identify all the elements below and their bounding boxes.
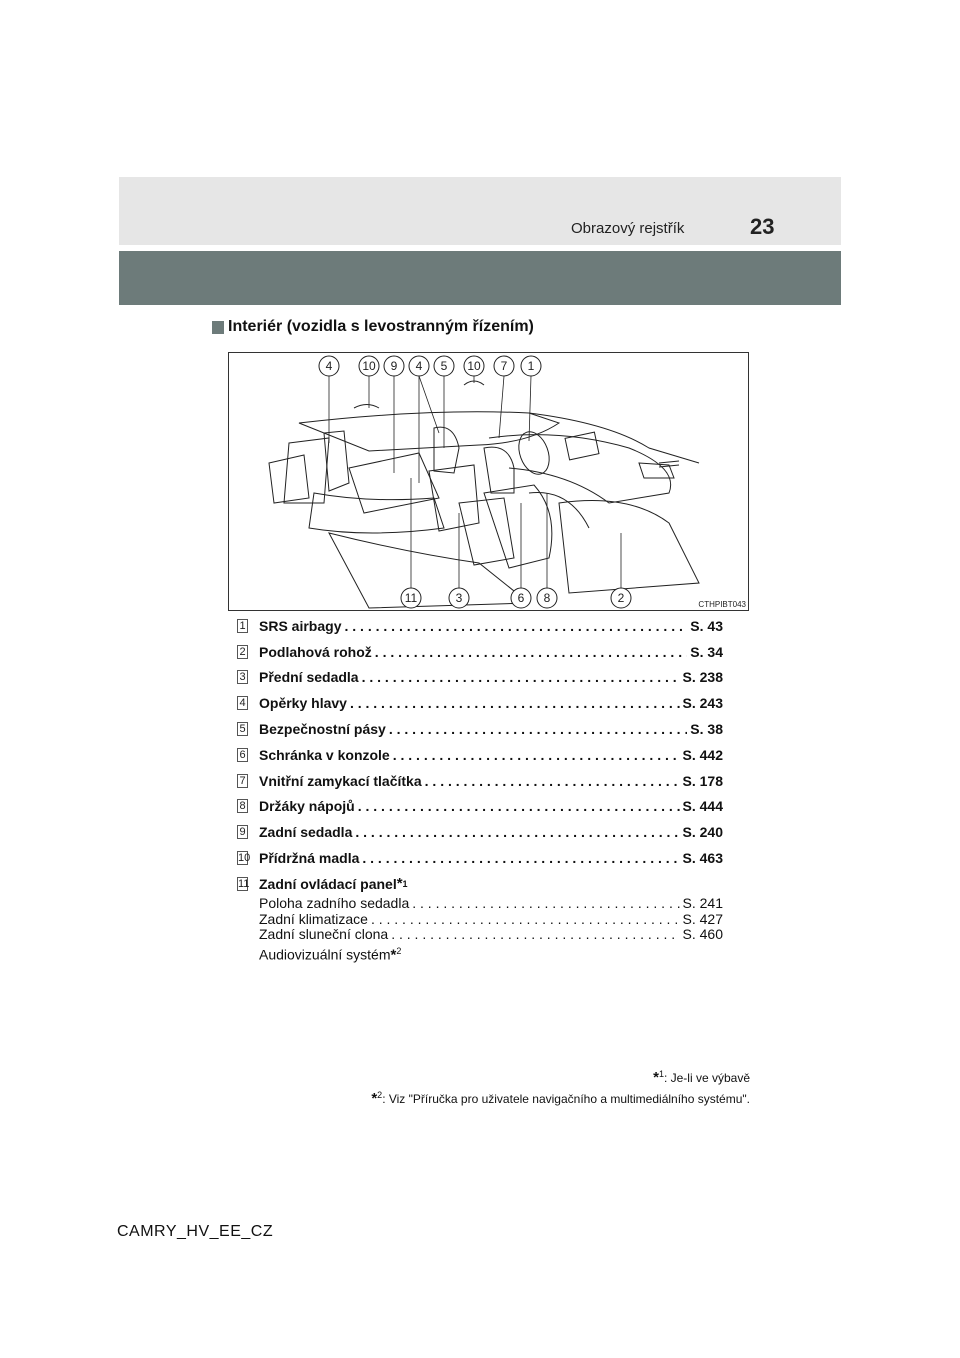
- section-label: Obrazový rejstřík: [571, 220, 685, 237]
- legend-number-box: 1: [237, 619, 248, 633]
- document-id: CAMRY_HV_EE_CZ: [117, 1223, 274, 1240]
- legend-label: Schránka v konzole: [259, 746, 390, 763]
- dot-leader: [375, 644, 688, 660]
- footnote-2-text: : Viz "Příručka pro uživatele navigačního a multimediálního systému".: [382, 1092, 750, 1106]
- callout-circle: [359, 356, 379, 376]
- legend-number-box: 3: [237, 670, 248, 684]
- footnote-1-text: : Je-li ve výbavě: [663, 1071, 750, 1085]
- sub-item-label: Zadní sluneční clona: [259, 926, 389, 942]
- legend-page-ref: S. 463: [682, 850, 723, 867]
- dot-leader: [362, 669, 680, 685]
- dot-leader: [391, 927, 679, 943]
- interior-illustration: [228, 352, 749, 611]
- header-top-band: [119, 177, 841, 245]
- dot-leader: [425, 773, 680, 789]
- legend-page-ref: S. 178: [682, 772, 723, 789]
- svg-text:8: 8: [543, 591, 551, 605]
- sub-item-row: [259, 927, 723, 943]
- footnote-star-icon: *: [390, 946, 397, 964]
- sub-item-last: [259, 946, 723, 964]
- legend-row: [237, 716, 723, 742]
- legend-row: [237, 742, 723, 768]
- sub-item-page-ref: S. 241: [682, 895, 723, 911]
- svg-text:4: 4: [415, 359, 423, 373]
- svg-text:5: 5: [440, 359, 448, 373]
- callout-circle: [409, 356, 429, 376]
- legend-label: SRS airbagy: [259, 617, 342, 634]
- legend-page-ref: S. 238: [682, 669, 723, 686]
- legend-label: Podlahová rohož: [259, 643, 372, 660]
- legend-number-box: 6: [237, 748, 248, 762]
- legend-page-ref: S. 240: [682, 824, 723, 841]
- legend-label: Zadní sedadla: [259, 824, 353, 841]
- callout-circle: [537, 588, 557, 608]
- sub-item-page-ref: S. 427: [682, 910, 723, 927]
- svg-text:7: 7: [500, 359, 508, 373]
- legend-row: [237, 639, 723, 665]
- legend-list: [237, 613, 723, 897]
- dot-leader: [350, 695, 680, 711]
- sub-item-last-sup: 2: [396, 946, 402, 956]
- sub-item-page-ref: S. 460: [682, 926, 723, 942]
- heading-square-icon: [212, 321, 224, 334]
- footnotes: [371, 1066, 750, 1108]
- footnote-star-icon: *: [371, 1090, 378, 1107]
- legend-label: Přídržná madla: [259, 850, 360, 867]
- legend-row: [237, 871, 723, 897]
- legend-label: Vnitřní zamykací tlačítka: [259, 772, 422, 789]
- svg-text:2: 2: [617, 591, 625, 605]
- legend-label: Držáky nápojů: [259, 798, 355, 815]
- callout-circle: [521, 356, 541, 376]
- dot-leader: [389, 721, 687, 737]
- dot-leader: [344, 618, 687, 634]
- sub-item-last-label: Audiovizuální systém: [259, 946, 391, 963]
- callout-circle: [511, 588, 531, 608]
- svg-text:10: 10: [362, 359, 376, 373]
- legend-label: Opěrky hlavy: [259, 695, 347, 712]
- dot-leader: [393, 747, 680, 763]
- svg-text:3: 3: [455, 591, 463, 605]
- legend-page-ref: S. 34: [690, 643, 723, 660]
- legend-row: [237, 665, 723, 691]
- callout-circle: [434, 356, 454, 376]
- svg-text:11: 11: [404, 591, 418, 605]
- footnote-star-icon: *: [653, 1069, 659, 1086]
- svg-text:1: 1: [527, 359, 535, 373]
- interior-drawing: [229, 353, 750, 612]
- legend-page-ref: S. 442: [682, 746, 723, 763]
- legend-label: Bezpečnostní pásy: [259, 721, 386, 738]
- legend-number-box: 9: [237, 825, 248, 839]
- header-dark-band: [119, 251, 841, 305]
- svg-text:9: 9: [390, 359, 398, 373]
- legend-row: [237, 690, 723, 716]
- legend-number-box: 10: [238, 852, 251, 865]
- callout-circle: [384, 356, 404, 376]
- legend-page-ref: S. 444: [682, 798, 723, 815]
- svg-text:10: 10: [467, 359, 481, 373]
- legend-number-box: 11: [238, 877, 250, 890]
- sub-item-label: Zadní klimatizace: [259, 910, 368, 927]
- callout-circle: [611, 588, 631, 608]
- callout-circle: [449, 588, 469, 608]
- callout-circle: [494, 356, 514, 376]
- callout-circle: [319, 356, 339, 376]
- page-number: 23: [750, 214, 775, 239]
- legend-page-ref: S. 243: [682, 695, 723, 712]
- legend-number-box: 8: [237, 799, 248, 813]
- sub-item-row: [259, 912, 723, 928]
- section-heading: [212, 318, 534, 336]
- legend-row: [237, 794, 723, 820]
- legend-number-box: 5: [237, 722, 248, 736]
- dot-leader: [362, 850, 679, 866]
- footnote-2: [371, 1087, 750, 1108]
- legend-row: [237, 819, 723, 845]
- callout-circle: [464, 356, 484, 376]
- dot-leader: [355, 824, 679, 840]
- figure-code: CTHPIBT043: [698, 600, 746, 609]
- legend-label: Zadní ovládací panel: [259, 875, 397, 892]
- footnote-1: [371, 1066, 750, 1087]
- legend-label: Přední sedadla: [259, 669, 359, 686]
- legend-row: [237, 613, 723, 639]
- svg-text:4: 4: [325, 359, 333, 373]
- footnote-2-mark: 2: [377, 1090, 383, 1100]
- legend-number-box: 2: [237, 645, 248, 659]
- legend-footnote-mark: 1: [402, 878, 408, 889]
- legend-page-ref: S. 38: [690, 721, 723, 738]
- svg-text:6: 6: [517, 591, 525, 605]
- sub-item-row: [259, 896, 723, 912]
- footnote-1-mark: 1: [658, 1069, 664, 1079]
- footnote-star-icon: *: [396, 875, 403, 893]
- legend-number-box: 4: [237, 696, 248, 710]
- dot-leader: [358, 798, 680, 814]
- legend-page-ref: S. 43: [690, 617, 723, 634]
- legend-row: [237, 845, 723, 871]
- sub-item-list: [259, 896, 723, 943]
- sub-item-label: Poloha zadního sedadla: [259, 895, 410, 911]
- dot-leader: [412, 896, 679, 912]
- callout-circle: [401, 588, 421, 608]
- legend-number-box: 7: [237, 774, 248, 788]
- heading-text: Interiér (vozidla s levostranným řízením): [228, 318, 534, 335]
- legend-row: [237, 768, 723, 794]
- dot-leader: [371, 912, 680, 928]
